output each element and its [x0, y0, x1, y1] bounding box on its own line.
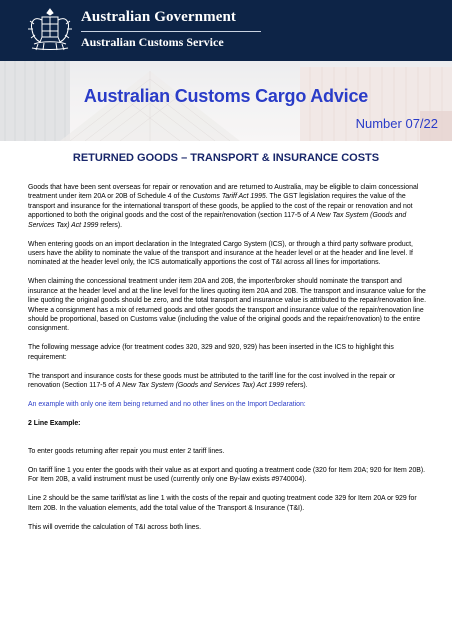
- paragraph-ics: When entering goods on an import declaration in the Integrated Cargo System (ICS), or through a third party software product, users have the ability to nominate the value of the transport and insurance at the header level or at the header and line level. If nominated at the header level only, the ICS automatically apportions the cost of T&I across all lines for importations.: [28, 240, 413, 267]
- section-heading: RETURNED GOODS – TRANSPORT & INSURANCE COSTS: [72, 152, 380, 164]
- document-body: [28, 183, 428, 542]
- header-divider: [81, 31, 261, 32]
- text: Goods that have been sent overseas for repair or renovation and are returned to Australia, may be eligible to claim concessional treatment under item 20A or 20B of Schedule 4 of the: [28, 184, 419, 201]
- text: . The GST legislation requires the value of the transport and insurance for the international transport of these goods, be applied to the cost of the repair or renovation and not apportioned to both the original goods and the cost of the repair/renovation (section 117-5 of: [28, 193, 413, 220]
- paragraph-line-two: Line 2 should be the same tariff/stat as line 1 with the costs of the repair and quoting treatment code 329 for Item 20A or 929 for Item 20B. In the valuation elements, add the total value of the Transport & Insurance (T&I).: [28, 495, 417, 512]
- paragraph-override: This will override the calculation of T&I across both lines.: [28, 523, 201, 531]
- text: refers).: [283, 382, 308, 390]
- example-heading: 2 Line Example:: [28, 420, 81, 428]
- paragraph-example-note: An example with only one item being returned and no other lines on the Import Declaration:: [28, 401, 306, 409]
- page-title: Australian Customs Cargo Advice: [83, 86, 369, 106]
- paragraph-two-lines: To enter goods returning after repair you must enter 2 tariff lines.: [28, 447, 225, 455]
- paragraph-line-one: On tariff line 1 you enter the goods with their value as at export and quoting a treatment code (320 for Item 20A; 920 for Item 20B). For Item 20B, a valid instrument must be used (currently only one By-law exists #9740004).: [28, 466, 426, 484]
- text: refers).: [98, 221, 123, 229]
- act-reference: A New Tax System (Goods and Services Tax) Act 1999: [28, 212, 407, 229]
- paragraph-message-advice: The following message advice (for treatment codes 320, 329 and 920, 929) has been inserted in the ICS to highlight this requirement:: [28, 344, 394, 361]
- paragraph-claiming: When claiming the concessional treatment under item 20A and 20B, the importer/broker should nominate the transport and insurance at the header level and at the line level for the lines quoting item 20A and 20B. The transport and insurance value for the line quoting the original goods should be zero, and the total transport and insurance value is attributed to the repair/renovation line. Where a consignment has a mix of returned goods and other goods the transport and insurance value of the repair/renovation line should be proportional, based on Customs value (including the value of the original goods and the repair/renovation) to the entire consignment.: [28, 278, 427, 333]
- act-reference: Customs Tariff Act 1995: [192, 193, 266, 201]
- advice-number: Number 07/22: [355, 116, 438, 131]
- agency-title: Australian Customs Service: [81, 35, 224, 49]
- government-header: [0, 0, 452, 61]
- coat-of-arms-icon: [22, 6, 78, 56]
- text: The transport and insurance costs for these goods must be attributed to the tariff line for the cost involved in the repair or renovation (Section 117-5 of: [28, 372, 396, 390]
- paragraph-requirement: [28, 372, 428, 391]
- government-title: Australian Government: [81, 9, 237, 25]
- paragraph-intro: [28, 183, 428, 230]
- act-reference: A New Tax System (Goods and Services Tax) Act 1999: [115, 382, 284, 390]
